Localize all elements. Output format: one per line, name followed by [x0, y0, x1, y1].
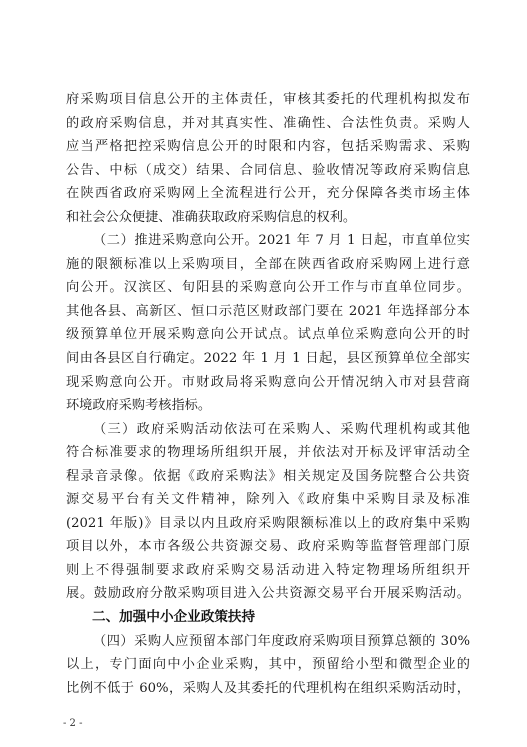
- text-line: 以上，专门面向中小企业采购，其中，预留给小型和微型企业的: [66, 657, 470, 673]
- text-line: 在陕西省政府采购网上全流程进行公开，充分保障各类市场主体: [66, 186, 470, 202]
- text-line: (2021 年版)》目录以内且政府采购限额标准以上的政府集中采购: [66, 515, 470, 531]
- text-line: 展。鼓励政府分散采购项目进入公共资源交易平台开展采购活动。: [66, 586, 470, 602]
- text-line: 环境政府采购考核指标。: [66, 398, 212, 414]
- page-number: - 2 -: [63, 718, 83, 729]
- section-heading: 二、加强中小企业政策扶持: [92, 609, 256, 626]
- text-line: （四）采购人应预留本部门年度政府采购项目预算总额的 30%: [93, 633, 470, 649]
- text-line: 府采购项目信息公开的主体责任，审核其委托的代理机构拟发布: [66, 92, 470, 107]
- text-line: 则上不得强制要求政府采购交易活动进入特定物理场所组织开: [66, 562, 470, 578]
- text-line: 项目以外，本市各级公共资源交易、政府采购等监督管理部门原: [66, 539, 470, 555]
- text-line: 级预算单位开展采购意向公开试点。试点单位采购意向公开的时: [66, 327, 470, 343]
- text-line: 源交易平台有关文件精神，除列入《政府集中采购目录及标准: [66, 492, 470, 508]
- text-line: （三）政府采购活动依法可在采购人、采购代理机构或其他: [93, 421, 470, 437]
- text-line: 比例不低于 60%，采购人及其委托的代理机构在组织采购活动时，: [66, 680, 470, 696]
- text-line: 应当严格把控采购信息公开的时限和内容，包括采购需求、采购: [66, 139, 470, 155]
- text-line: 公告、中标（成交）结果、合同信息、验收情况等政府采购信息: [66, 162, 470, 178]
- text-line: 和社会公众便捷、准确获取政府采购信息的权利。: [66, 209, 357, 225]
- text-line: 施的限额标准以上采购项目，全部在陕西省政府采购网上进行意: [66, 256, 470, 272]
- document-body: [66, 88, 470, 700]
- text-line: 符合标准要求的物理场所组织开展，并依法对开标及评审活动全: [66, 445, 470, 461]
- text-line: 的政府采购信息，并对其真实性、准确性、合法性负责。采购人: [66, 115, 470, 131]
- text-line: 现采购意向公开。市财政局将采购意向公开情况纳入市对县营商: [66, 374, 470, 390]
- text-line: 其他各县、高新区、恒口示范区财政部门要在 2021 年选择部分本: [66, 303, 470, 319]
- text-line: （二）推进采购意向公开。2021 年 7 月 1 日起，市直单位实: [93, 233, 470, 249]
- text-line: 程录音录像。依据《政府采购法》相关规定及国务院整合公共资: [66, 468, 470, 484]
- text-line: 间由各县区自行确定。2022 年 1 月 1 日起，县区预算单位全部实: [66, 351, 470, 367]
- text-line: 向公开。汉滨区、旬阳县的采购意向公开工作与市直单位同步。: [66, 280, 470, 296]
